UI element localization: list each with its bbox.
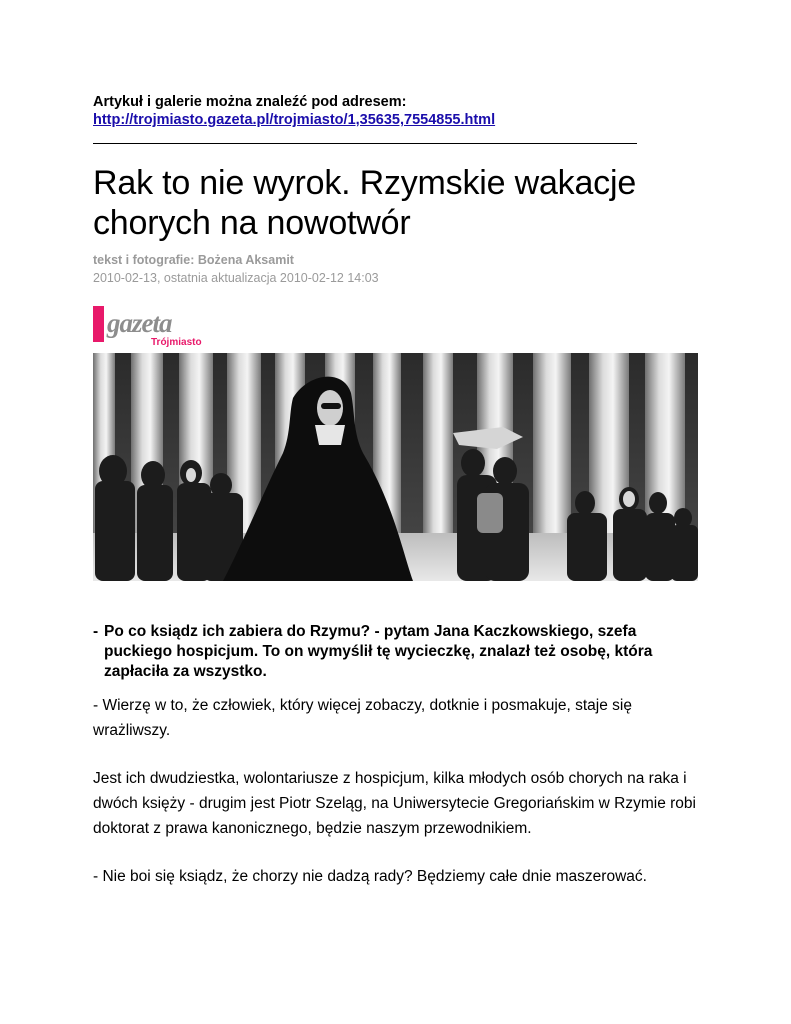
- source-notice: [93, 93, 495, 129]
- paragraph: - Nie boi się ksiądz, że chorzy nie dadzą rady? Będziemy całe dnie maszerować.: [93, 868, 647, 885]
- paragraph: Jest ich dwudziestka, wolontariusze z hospicjum, kilka młodych osób chorych na raka i dwóch księży - drugim jest Piotr Szeląg, na Uniwersytecie Gregoriańskim w Rzymie robi doktorat z prawa kanonicznego, będzie naszym przewodnikiem.: [93, 770, 696, 837]
- paragraph: - Wierzę w to, że człowiek, który więcej zobaczy, dotknie i posmakuje, staje się wrażliwszy.: [93, 697, 632, 739]
- byline: tekst i fotografie: Bożena Aksamit: [93, 253, 294, 267]
- photo-colonnade-nuns: [93, 353, 698, 581]
- article-link[interactable]: http://trojmiasto.gazeta.pl/trojmiasto/1,35635,7554855.html: [93, 112, 496, 128]
- interview-question: [93, 622, 703, 682]
- article-photo: [93, 353, 698, 581]
- gazeta-trojmiasto-logo: [93, 305, 203, 347]
- separator-line: [93, 143, 637, 144]
- svg-text:Trójmiasto: Trójmiasto: [151, 337, 202, 347]
- question-dash: -: [93, 623, 99, 640]
- svg-text:gazeta: gazeta: [107, 308, 172, 338]
- dateline: 2010-02-13, ostatnia aktualizacja 2010-02-12 14:03: [93, 271, 379, 285]
- source-label: Artykuł i galerie można znaleźć pod adresem:: [93, 94, 407, 110]
- article-title: Rak to nie wyrok. Rzymskie wakacje chorych na nowotwór: [93, 164, 637, 242]
- question-text: Po co ksiądz ich zabiera do Rzymu? - pytam Jana Kaczkowskiego, szefa puckiego hospicjum. To on wymyślił tę wycieczkę, znalazł też osobę, która zapłaciła za wszystko.: [104, 623, 653, 680]
